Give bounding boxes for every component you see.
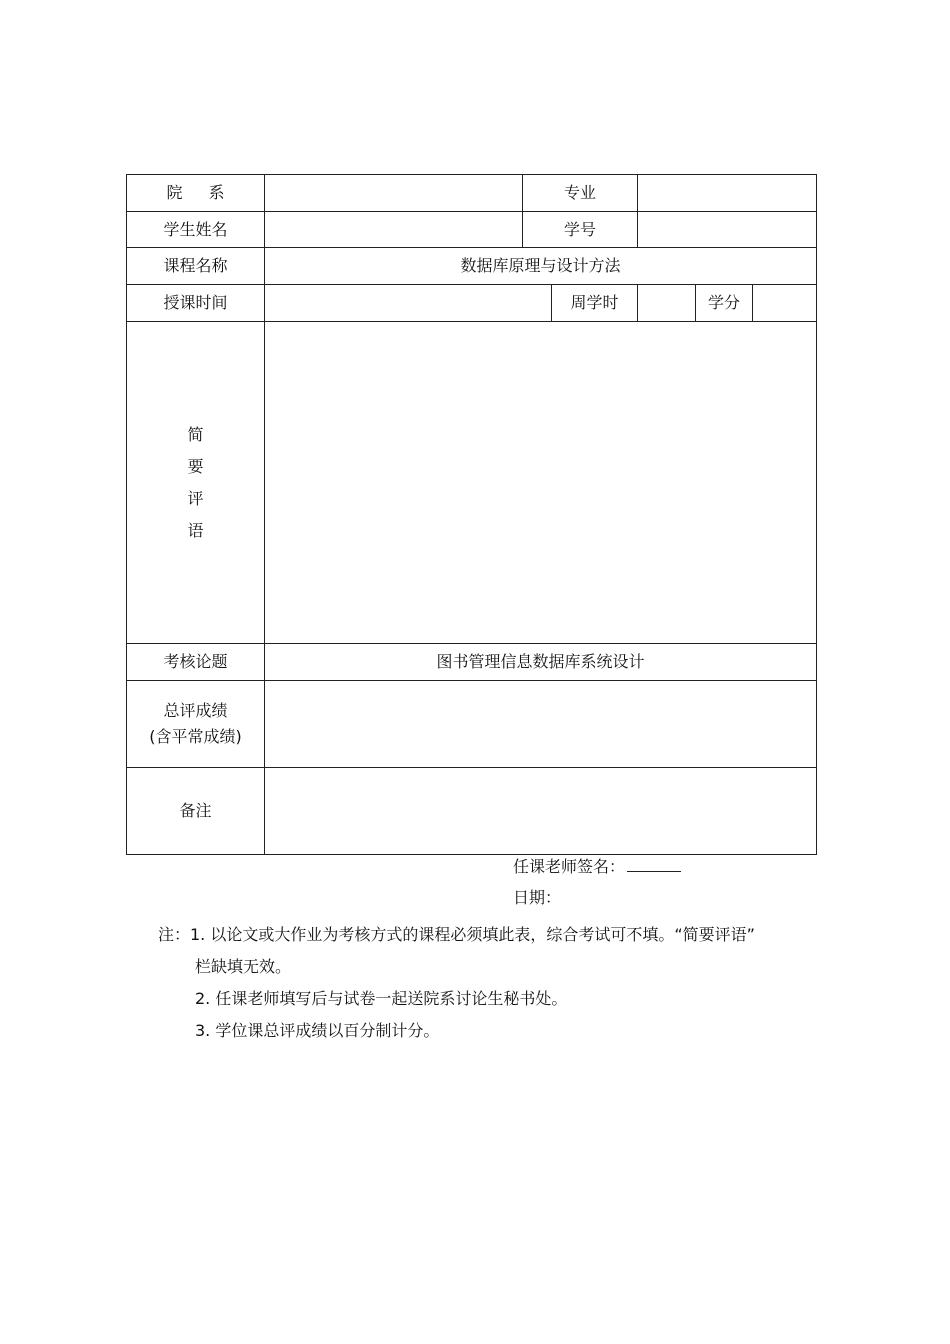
- teacher-signature-line[interactable]: [627, 857, 681, 872]
- major-field[interactable]: [638, 175, 817, 212]
- teaching-time-label: 授课时间: [127, 285, 265, 322]
- remarks-label: 备注: [127, 768, 265, 855]
- department-field[interactable]: [265, 175, 523, 212]
- major-label: 专业: [523, 175, 638, 212]
- weekly-hours-field[interactable]: [638, 285, 696, 322]
- row-remarks: [127, 768, 817, 855]
- note-line-3: 2. 任课老师填写后与试卷一起送院系讨论生秘书处。: [195, 989, 568, 1008]
- brief-comment-char-4: 语: [187, 520, 204, 540]
- brief-comment-char-1: 简: [187, 424, 204, 444]
- department-label: 院 系: [127, 175, 265, 212]
- course-assessment-form: [126, 174, 817, 855]
- teacher-signature-label: 任课老师签名：: [513, 857, 626, 876]
- row-department: [127, 175, 817, 212]
- student-name-field[interactable]: [265, 212, 523, 248]
- row-student-name: [127, 212, 817, 248]
- student-id-field[interactable]: [638, 212, 817, 248]
- weekly-hours-label: 周学时: [552, 285, 638, 322]
- row-brief-comment: [127, 322, 817, 644]
- brief-comment-label: [127, 322, 265, 644]
- note-line-4: 3. 学位课总评成绩以百分制计分。: [195, 1021, 440, 1040]
- signature-date: [513, 888, 561, 908]
- assessment-topic-value: 图书管理信息数据库系统设计: [265, 644, 817, 681]
- assessment-topic-label: 考核论题: [127, 644, 265, 681]
- form-notes: [158, 919, 818, 1047]
- total-score-label-line1: 总评成绩: [163, 701, 228, 720]
- note-line-1: 注：1. 以论文或大作业为考核方式的课程必须填此表，综合考试可不填。“简要评语”: [158, 925, 755, 944]
- total-score-label: [127, 681, 265, 768]
- course-name-label: 课程名称: [127, 248, 265, 285]
- course-name-value: 数据库原理与设计方法: [265, 248, 817, 285]
- note-line-2: 栏缺填无效。: [195, 957, 292, 976]
- brief-comment-char-3: 评: [187, 488, 204, 508]
- brief-comment-char-2: 要: [187, 456, 204, 476]
- row-course-name: [127, 248, 817, 285]
- total-score-label-line2: (含平常成绩): [149, 727, 242, 746]
- credits-label: 学分: [696, 285, 753, 322]
- credits-field[interactable]: [753, 285, 817, 322]
- row-assessment-topic: [127, 644, 817, 681]
- student-id-label: 学号: [523, 212, 638, 248]
- teaching-time-field[interactable]: [265, 285, 552, 322]
- total-score-field[interactable]: [265, 681, 817, 768]
- row-total-score: [127, 681, 817, 768]
- brief-comment-field[interactable]: [265, 322, 817, 644]
- student-name-label: 学生姓名: [127, 212, 265, 248]
- teacher-signature: [513, 857, 681, 877]
- signature-date-label: 日期：: [513, 888, 562, 907]
- remarks-field[interactable]: [265, 768, 817, 855]
- row-teaching-time: [127, 285, 817, 322]
